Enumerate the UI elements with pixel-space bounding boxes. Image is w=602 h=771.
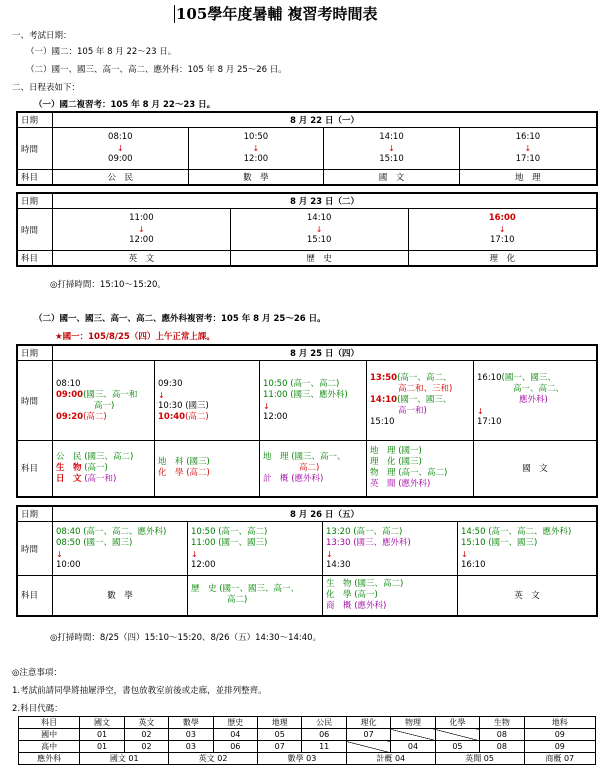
code-cell: 04 [213,729,257,741]
cleaning-time-2: ◎打掃時間：8/25（四）15:10～15:20、8/26（五）14:30～14:40。 [50,633,322,643]
subject: 數 學 [53,576,188,616]
code-cell-empty [435,729,479,741]
subject-cell: 歷 史 (國一、國三、高一、 高二) [188,576,323,616]
date-label: 日期 [17,112,53,128]
arrow-down-icon: ↓ [477,407,484,416]
code-cell: 03 [169,741,213,753]
code-cell: 計概 04 [346,753,435,765]
code-cell: 08 [480,741,524,753]
code-header: 歷史 [213,717,257,729]
code-cell: 英文 02 [169,753,258,765]
arrow-down-icon: ↓ [315,225,323,234]
code-cell: 03 [169,729,213,741]
code-header: 理化 [346,717,390,729]
time-slot: 09:30 ↓ 10:30 (國三) 10:40(高二) [155,361,260,441]
subject-cell: 生 物 (國三、高二) 化 學 (高一) 商 概 (應外科) [323,576,458,616]
subject: 國 文 [474,441,598,497]
code-cell: 07 [346,729,390,741]
subject-label: 科目 [17,576,53,616]
time-slot: 10:50 ↓ 12:00 [188,128,324,170]
time-slot: 16:10 ↓ 17:10 [459,128,597,170]
arrow-down-icon: ↓ [524,144,532,153]
code-cell: 06 [302,729,346,741]
subject-label: 科目 [17,170,53,186]
schedule-table-aug22 [16,111,598,186]
arrow-down-icon: ↓ [252,144,260,153]
date-header: 8 月 23 日（二） [53,193,598,209]
subject: 歷 史 [230,251,408,267]
code-cell: 01 [80,729,124,741]
note-1: 1.考試前請同學將抽屜淨空，書包放教室前後或走廊，並排列整齊。 [12,686,267,696]
others-schedule-heading: （二）國一、國三、高一、高二、應外科複習考：105 年 8 月 25～26 日。 [34,314,326,324]
code-header: 生物 [480,717,524,729]
schedule-table-aug23 [16,192,598,267]
code-header: 數學 [169,717,213,729]
time-slot: 13:50(高一、高二、 高二和、三和) 14:10(國一、國三、 高一和) 15:10 [367,361,474,441]
code-cell: 應外科 [19,753,80,765]
code-header: 地理 [258,717,302,729]
subject: 數 學 [188,170,324,186]
section-1-heading: 一、考試日期： [12,31,72,41]
time-slot: 11:00 ↓ 12:00 [53,209,231,251]
time-slot: 08:10 ↓ 09:00 [53,128,189,170]
time-slot: 14:50 (高一、高二、應外科) 15:10 (國一、國三) ↓ 16:10 [458,522,598,576]
arrow-down-icon: ↓ [498,225,506,234]
code-cell: 05 [435,741,479,753]
subject: 地 理 [459,170,597,186]
date-label: 日期 [17,193,53,209]
code-cell: 商概 07 [524,753,595,765]
subject-cell: 地 理 (國三、高一、 高二) 計 概 (應外科) [260,441,367,497]
code-cell: 07 [258,741,302,753]
schedule-table-aug26 [16,505,598,617]
code-cell: 05 [258,729,302,741]
time-slot: 10:50 (高一、高二) 11:00 (國三、應外科) ↓ 12:00 [260,361,367,441]
subject: 英 文 [458,576,598,616]
subject-code-table [18,716,596,765]
code-cell: 08 [480,729,524,741]
exam-date-others: （二）國一、國三、高一、高二、應外科：105 年 8 月 25～26 日。 [26,65,287,75]
subject-cell: 地 理 (國一) 理 化 (國三) 物 理 (高一、高二) 英 聞 (應外科) [367,441,474,497]
cleaning-time-1: ◎打掃時間：15:10～15:20。 [50,280,166,290]
time-slot: 14:10 ↓ 15:10 [230,209,408,251]
time-label: 時間 [17,522,53,576]
arrow-down-icon: ↓ [191,549,198,559]
code-cell: 04 [391,741,435,753]
date-header: 8 月 22 日（一） [53,112,598,128]
arrow-down-icon: ↓ [158,390,165,400]
page-title: 105學年度暑輔 複習考時間表 [176,5,378,23]
code-header: 公民 [302,717,346,729]
date-header: 8 月 26 日（五） [53,506,598,522]
notes-heading: ◎注意事項： [12,668,62,678]
code-header: 地科 [524,717,595,729]
subject: 英 文 [53,251,231,267]
code-cell: 09 [524,729,595,741]
arrow-down-icon: ↓ [56,549,63,559]
code-header: 英文 [124,717,168,729]
time-slot: 16:10(國一、國三、 高一、高二、 應外科) ↓ 17:10 [474,361,598,441]
time-slot: 08:10 09:00(國三、高一和 高一) 09:20(高二) [53,361,155,441]
code-cell: 國文 01 [80,753,169,765]
arrow-down-icon: ↓ [461,549,468,559]
arrow-down-icon: ↓ [116,144,124,153]
grade8-schedule-heading: （一）國二複習考：105 年 8 月 22～23 日。 [34,100,216,110]
arrow-down-icon: ↓ [138,225,145,234]
subject: 公 民 [53,170,189,186]
time-label: 時間 [17,361,53,441]
time-label: 時間 [17,128,53,170]
code-header: 物理 [391,717,435,729]
subject: 理 化 [408,251,597,267]
note-2: 2.科目代碼： [12,704,63,714]
code-cell: 02 [124,729,168,741]
code-cell: 06 [213,741,257,753]
time-slot: 13:20 (高一、高二) 13:30 (國三、應外科) ↓ 14:30 [323,522,458,576]
subject: 國 文 [324,170,460,186]
arrow-down-icon: ↓ [263,401,270,411]
time-label: 時間 [17,209,53,251]
code-cell: 11 [302,741,346,753]
time-slot: 08:40 (高一、高二、應外科) 08:50 (國一、國三) ↓ 10:00 [53,522,188,576]
exam-date-grade8: （一）國二：105 年 8 月 22～23 日。 [26,47,177,57]
arrow-down-icon: ↓ [388,144,395,153]
code-cell: 09 [524,741,595,753]
code-cell: 01 [80,741,124,753]
code-header: 國文 [80,717,124,729]
code-cell: 國中 [19,729,80,741]
subject-label: 科目 [17,441,53,497]
notice-star: ★國一：105/8/25（四）上午正常上課。 [55,332,215,342]
time-slot: 10:50 (高一、高二) 11:00 (國一、國三) ↓ 12:00 [188,522,323,576]
code-cell: 英聞 05 [435,753,524,765]
time-slot: 14:10 ↓ 15:10 [324,128,460,170]
time-slot: 16:00 ↓ 17:10 [408,209,597,251]
code-cell-empty [391,729,435,741]
date-label: 日期 [17,345,53,361]
code-cell: 02 [124,741,168,753]
subject-cell: 地 科 (國三) 化 學 (高二) [155,441,260,497]
subject-cell: 公 民 (國三、高二) 生 物 (高一) 日 文 (高一和) [53,441,155,497]
schedule-table-aug25 [16,344,598,498]
section-2-heading: 二、日程表如下： [12,83,81,93]
code-header: 化學 [435,717,479,729]
code-cell: 數學 03 [258,753,347,765]
subject-label: 科目 [17,251,53,267]
date-header: 8 月 25 日（四） [53,345,598,361]
date-label: 日期 [17,506,53,522]
code-header: 科目 [19,717,80,729]
code-cell-empty [346,741,390,753]
code-cell: 高中 [19,741,80,753]
arrow-down-icon: ↓ [326,549,333,559]
